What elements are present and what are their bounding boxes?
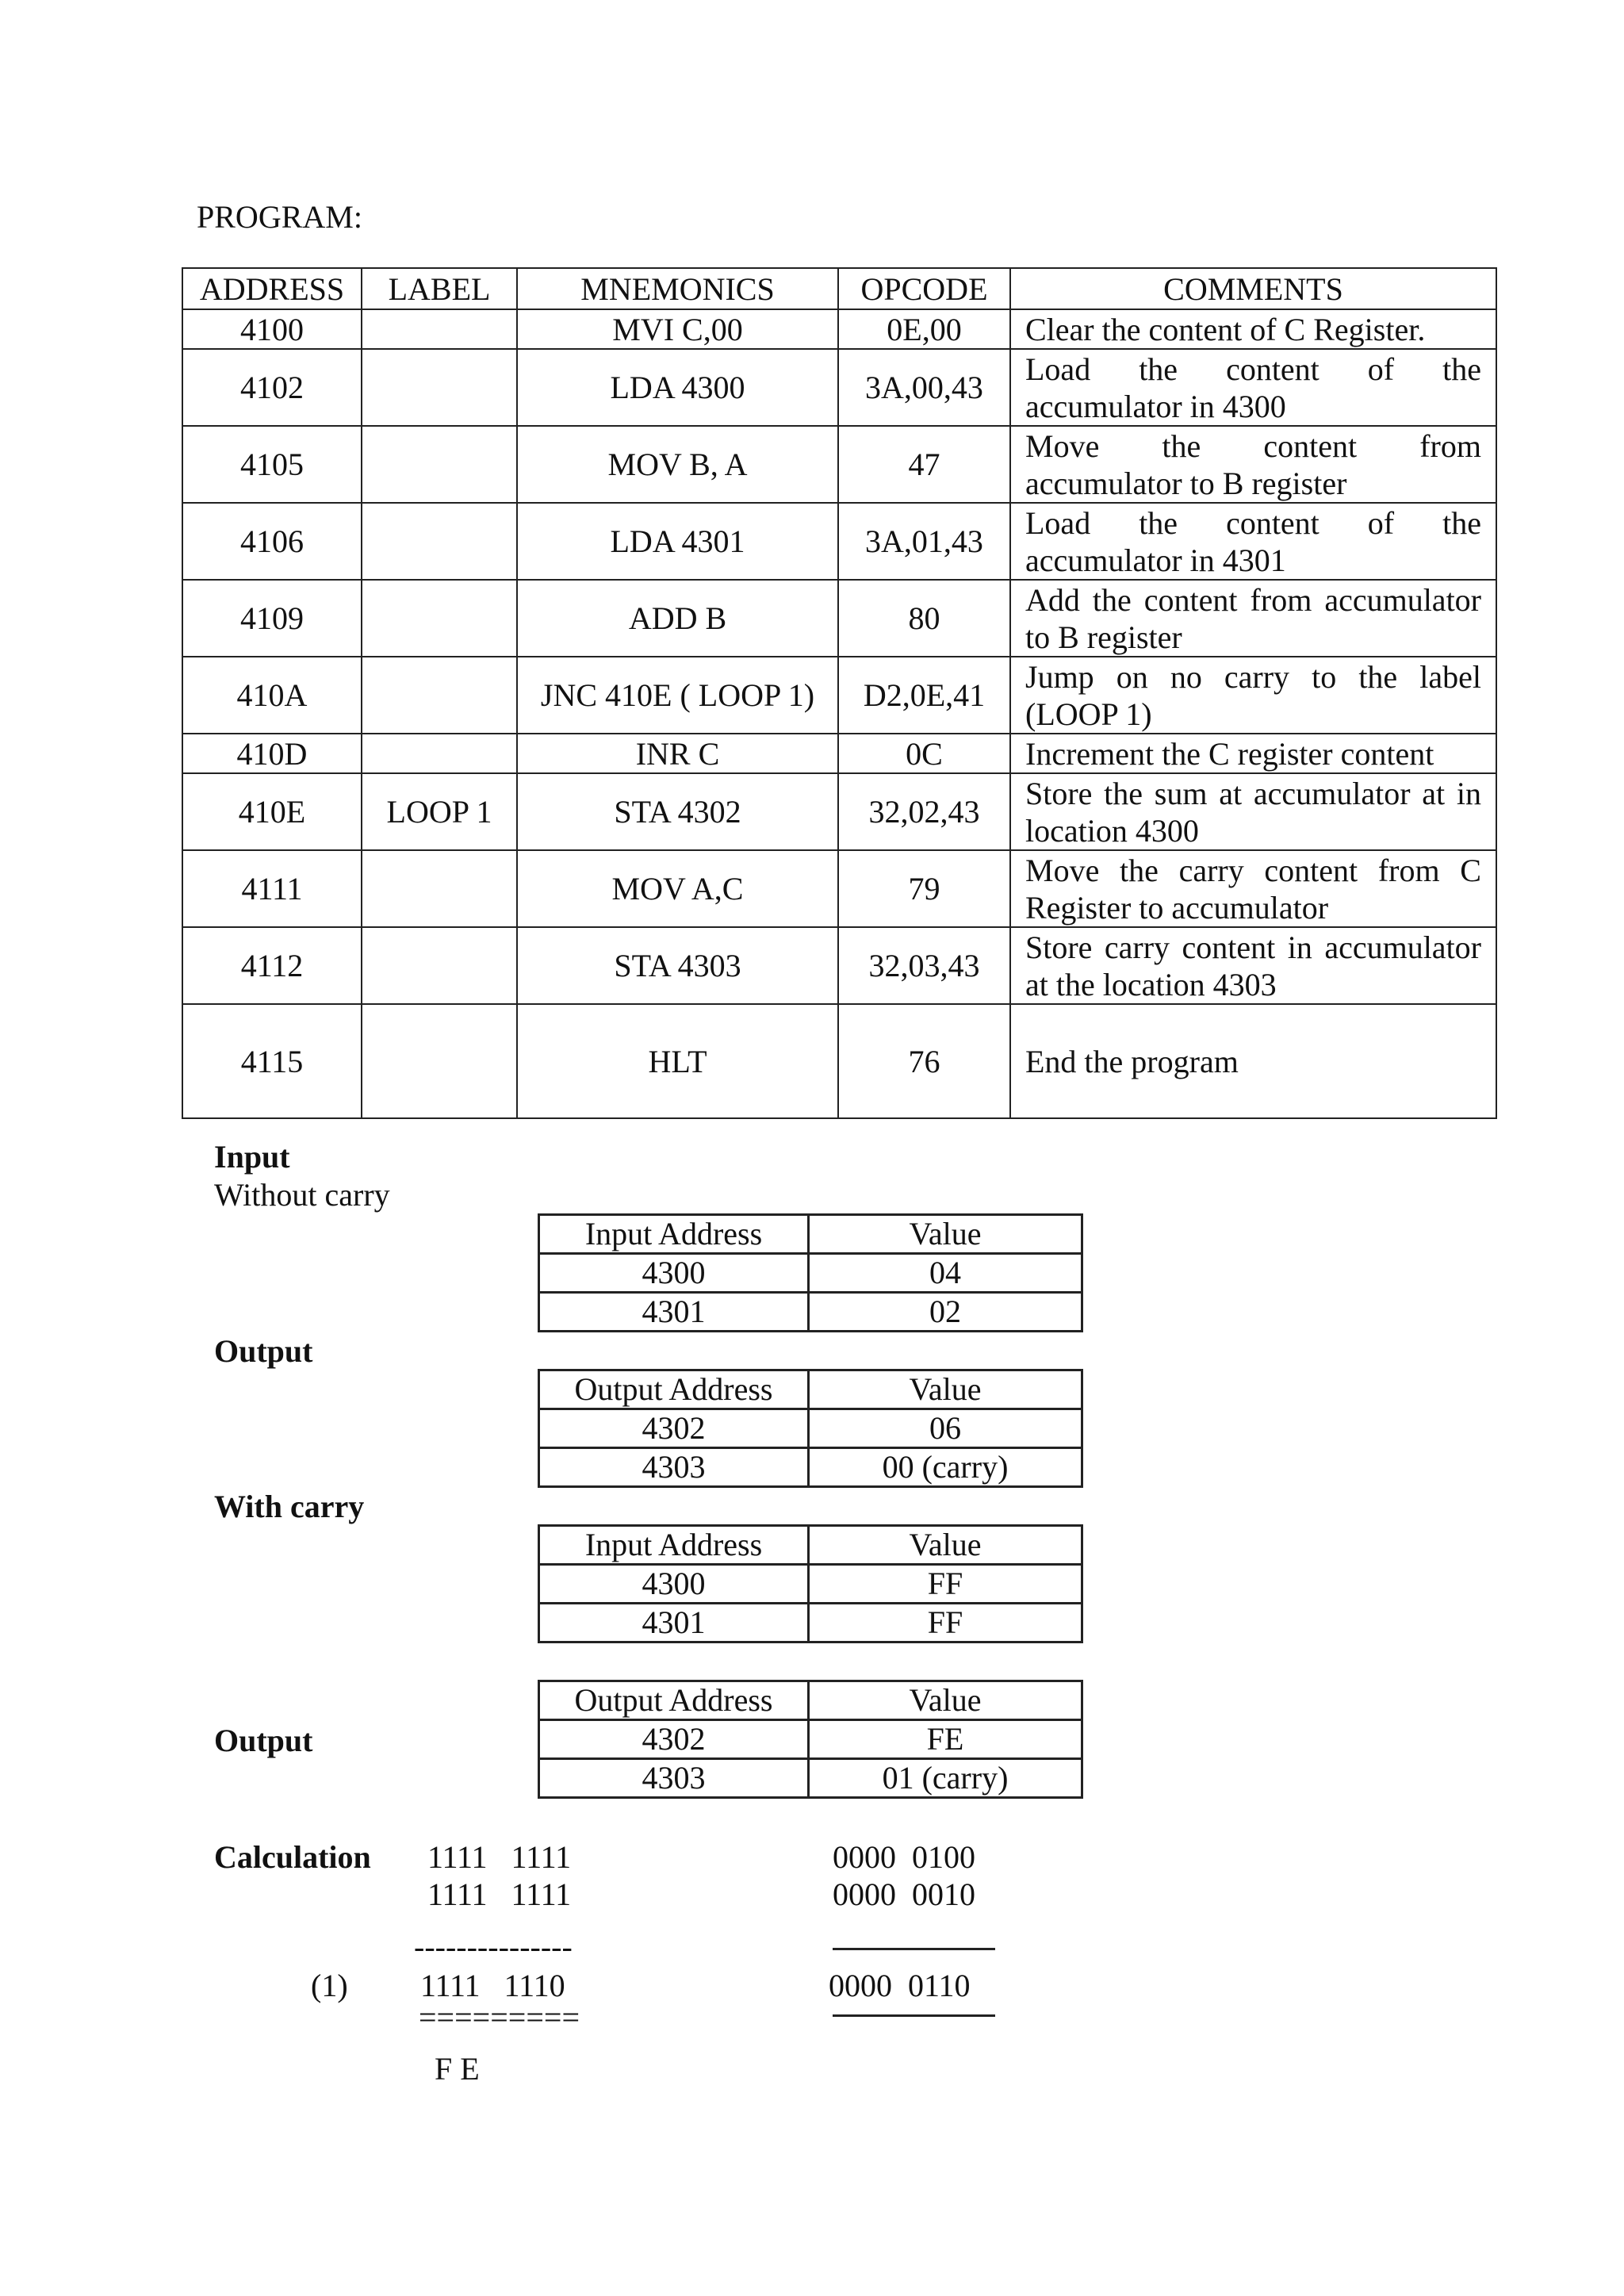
address-cell: 410A [182,657,362,734]
table-row [182,1004,1496,1118]
mnemonic-cell: STA 4302 [517,773,838,850]
label-cell [362,927,517,1004]
address-cell: 4102 [182,349,362,426]
with-carry-heading: With carry [214,1489,365,1524]
address-cell: 4301 [539,1293,809,1332]
value-header: Value [809,1681,1082,1720]
program-heading: PROGRAM: [197,199,362,235]
address-cell: 410E [182,773,362,850]
mnemonic-cell: MOV A,C [517,850,838,927]
opcode-cell: 32,02,43 [838,773,1010,850]
mnemonic-cell: MOV B, A [517,426,838,503]
address-cell: 4302 [539,1409,809,1448]
value-cell: 00 (carry) [809,1448,1082,1487]
calc-left-dash-rule: --------------- [414,1929,573,1964]
comment-cell: Store the sum at accumulator at in location 4300 [1010,773,1496,850]
label-cell [362,734,517,773]
address-header: Output Address [539,1370,809,1409]
table-row [539,1448,1082,1487]
address-cell: 4106 [182,503,362,580]
address-cell: 4301 [539,1604,809,1642]
header-address: ADDRESS [182,268,362,309]
address-cell: 410D [182,734,362,773]
calc-right-top-rule [833,1948,995,1950]
comment-cell: End the program [1010,1004,1496,1118]
output-heading-no-carry: Output [214,1333,313,1369]
table-row [182,349,1496,426]
opcode-cell: 3A,01,43 [838,503,1010,580]
address-cell: 4109 [182,580,362,657]
opcode-cell: 47 [838,426,1010,503]
opcode-cell: 76 [838,1004,1010,1118]
calc-left-operand-2: 1111 1111 [427,1876,572,1912]
table-row [182,309,1496,349]
header-mnemonics: MNEMONICS [517,268,838,309]
label-cell [362,850,517,927]
opcode-cell: 0E,00 [838,309,1010,349]
address-cell: 4112 [182,927,362,1004]
address-cell: 4300 [539,1565,809,1604]
value-header: Value [809,1215,1082,1254]
address-cell: 4300 [539,1254,809,1293]
table-row [182,580,1496,657]
value-cell: 04 [809,1254,1082,1293]
opcode-cell: 3A,00,43 [838,349,1010,426]
comment-cell: Clear the content of C Register. [1010,309,1496,349]
mnemonic-cell: ADD B [517,580,838,657]
comment-cell: Jump on no carry to the label (LOOP 1) [1010,657,1496,734]
table-row [182,657,1496,734]
table-row [539,1565,1082,1604]
address-cell: 4100 [182,309,362,349]
program-table-header-row [182,268,1496,309]
calc-left-hex: F E [435,2051,480,2087]
value-cell: 01 (carry) [809,1759,1082,1798]
table-row [539,1409,1082,1448]
opcode-cell: 79 [838,850,1010,927]
label-cell [362,580,517,657]
label-cell: LOOP 1 [362,773,517,850]
value-cell: 02 [809,1293,1082,1332]
opcode-cell: 0C [838,734,1010,773]
address-header: Output Address [539,1681,809,1720]
io-header-row [539,1526,1082,1565]
table-row [539,1720,1082,1759]
calc-left-result: 1111 1110 [420,1968,565,2003]
comment-cell: Load the content of the accumulator in 4300 [1010,349,1496,426]
table-row [182,426,1496,503]
io-header-row [539,1681,1082,1720]
comment-cell: Load the content of the accumulator in 4301 [1010,503,1496,580]
table-row [539,1759,1082,1798]
header-comments: COMMENTS [1010,268,1496,309]
calc-right-operand-1: 0000 0100 [833,1839,975,1875]
value-cell: 06 [809,1409,1082,1448]
value-cell: FE [809,1720,1082,1759]
comment-cell: Move the carry content from C Register to accumulator [1010,850,1496,927]
mnemonic-cell: LDA 4300 [517,349,838,426]
mnemonic-cell: JNC 410E ( LOOP 1) [517,657,838,734]
label-cell [362,309,517,349]
input-table-no-carry [538,1213,1083,1332]
comment-cell: Add the content from accumulator to B register [1010,580,1496,657]
address-cell: 4302 [539,1720,809,1759]
input-heading: Input [214,1139,290,1175]
calculation-heading: Calculation [214,1839,371,1875]
table-row [182,734,1496,773]
value-header: Value [809,1526,1082,1565]
address-header: Input Address [539,1526,809,1565]
mnemonic-cell: INR C [517,734,838,773]
mnemonic-cell: STA 4303 [517,927,838,1004]
address-header: Input Address [539,1215,809,1254]
opcode-cell: 32,03,43 [838,927,1010,1004]
address-cell: 4303 [539,1759,809,1798]
calc-left-operand-1: 1111 1111 [427,1839,572,1875]
table-row [539,1254,1082,1293]
input-table-carry [538,1524,1083,1643]
calc-right-operand-2: 0000 0010 [833,1876,975,1912]
table-row [182,773,1496,850]
value-cell: FF [809,1565,1082,1604]
label-cell [362,426,517,503]
comment-cell: Store carry content in accumulator at the location 4303 [1010,927,1496,1004]
header-opcode: OPCODE [838,268,1010,309]
label-cell [362,503,517,580]
table-row [182,503,1496,580]
calc-left-equals-rule: ========= [419,1999,580,2035]
calc-right-bottom-rule [833,2014,995,2017]
table-row [539,1604,1082,1642]
comment-cell: Increment the C register content [1010,734,1496,773]
table-row [182,927,1496,1004]
calc-right-result: 0000 0110 [829,1968,971,2003]
mnemonic-cell: LDA 4301 [517,503,838,580]
header-label: LABEL [362,268,517,309]
value-cell: FF [809,1604,1082,1642]
address-cell: 4115 [182,1004,362,1118]
comment-cell: Move the content from accumulator to B register [1010,426,1496,503]
without-carry-label: Without carry [214,1177,390,1213]
table-row [182,850,1496,927]
address-cell: 4105 [182,426,362,503]
address-cell: 4303 [539,1448,809,1487]
output-table-carry [538,1680,1083,1799]
table-row [539,1293,1082,1332]
output-heading-carry: Output [214,1723,313,1758]
output-table-no-carry [538,1369,1083,1488]
value-header: Value [809,1370,1082,1409]
address-cell: 4111 [182,850,362,927]
mnemonic-cell: HLT [517,1004,838,1118]
io-header-row [539,1370,1082,1409]
program-table [182,267,1497,1119]
opcode-cell: 80 [838,580,1010,657]
opcode-cell: D2,0E,41 [838,657,1010,734]
label-cell [362,1004,517,1118]
label-cell [362,657,517,734]
label-cell [362,349,517,426]
mnemonic-cell: MVI C,00 [517,309,838,349]
calc-carry: (1) [311,1968,348,2003]
io-header-row [539,1215,1082,1254]
